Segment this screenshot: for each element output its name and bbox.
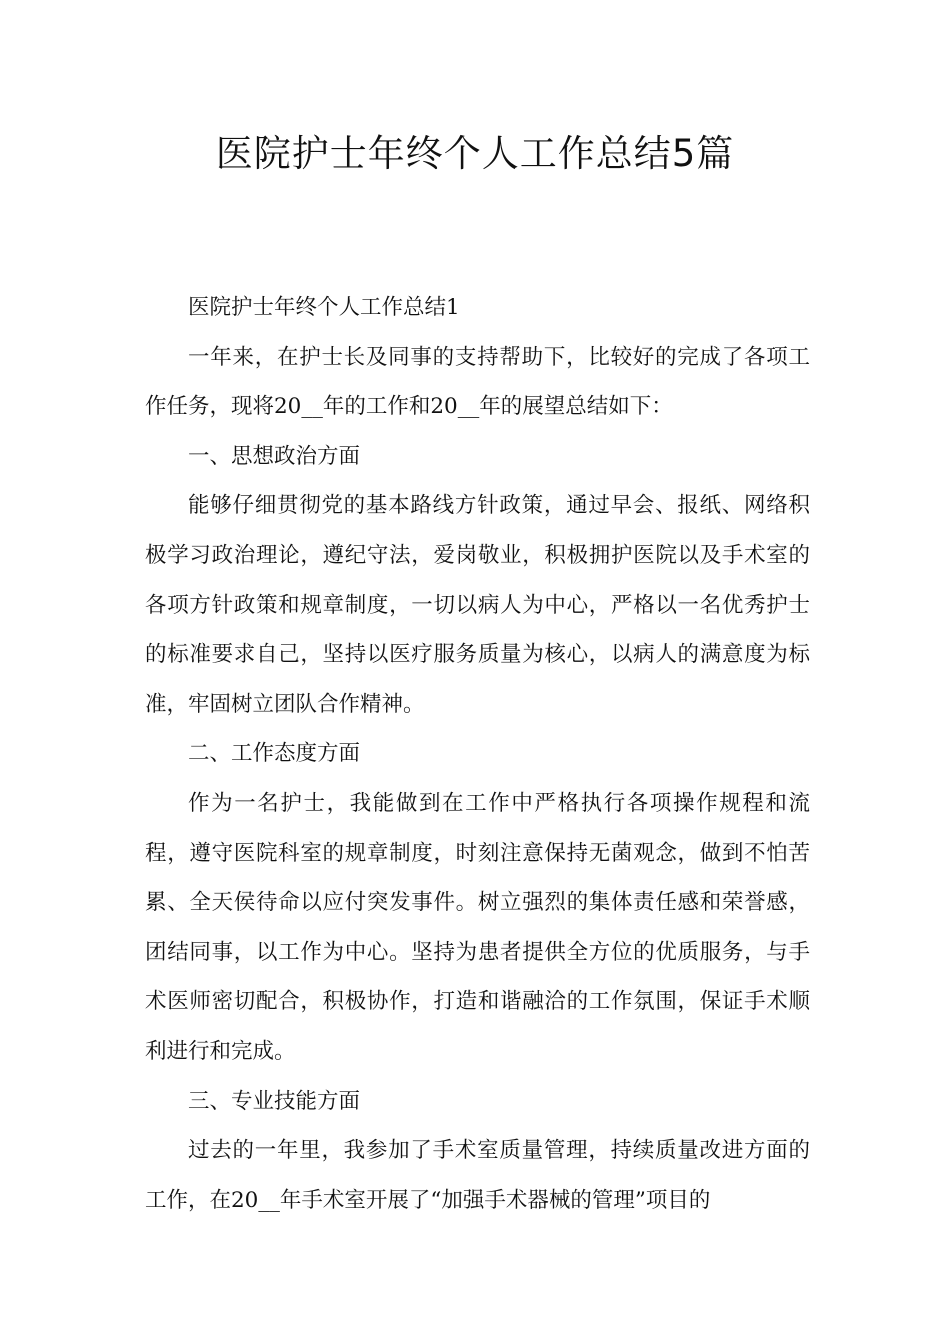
body-paragraph: 作为一名护士，我能做到在工作中严格执行各项操作规程和流程，遵守医院科室的规章制度，时刻注意保持无菌观念，做到不怕苦累、全天侯待命以应付突发事件。树立强烈的集体责任感和荣誉感，团结同事，以工作为中心。坚持为患者提供全方位的优质服务，与手术医师密切配合，积极协作，打造和谐融洽的工作氛围，保证手术顺利进行和完成。 xyxy=(145,790,810,1064)
body-paragraph: 一年来，在护士长及同事的支持帮助下，比较好的完成了各项工作任务，现将20__年的工作和20__年的展望总结如下： xyxy=(145,344,810,420)
body-paragraph: 过去的一年里，我参加了手术室质量管理，持续质量改进方面的工作，在20__年手术室开展了“加强手术器械的管理”项目的 xyxy=(145,1138,810,1213)
document-title: 医院护士年终个人工作总结5篇 xyxy=(215,132,735,175)
section-heading: 一、思想政治方面 xyxy=(188,443,361,469)
section-heading: 二、工作态度方面 xyxy=(188,741,361,767)
document-body xyxy=(145,283,810,1225)
body-paragraph: 能够仔细贯彻党的基本路线方针政策，通过早会、报纸、网络积极学习政治理论，遵纪守法，爱岗敬业，积极拥护医院以及手术室的各项方针政策和规章制度，一切以病人为中心，严格以一名优秀护士的标准要求自己，坚持以医疗服务质量为核心，以病人的满意度为标准，牢固树立团队合作精神。 xyxy=(145,493,810,717)
section-heading: 三、专业技能方面 xyxy=(188,1088,361,1114)
section-heading: 医院护士年终个人工作总结1 xyxy=(188,295,460,320)
